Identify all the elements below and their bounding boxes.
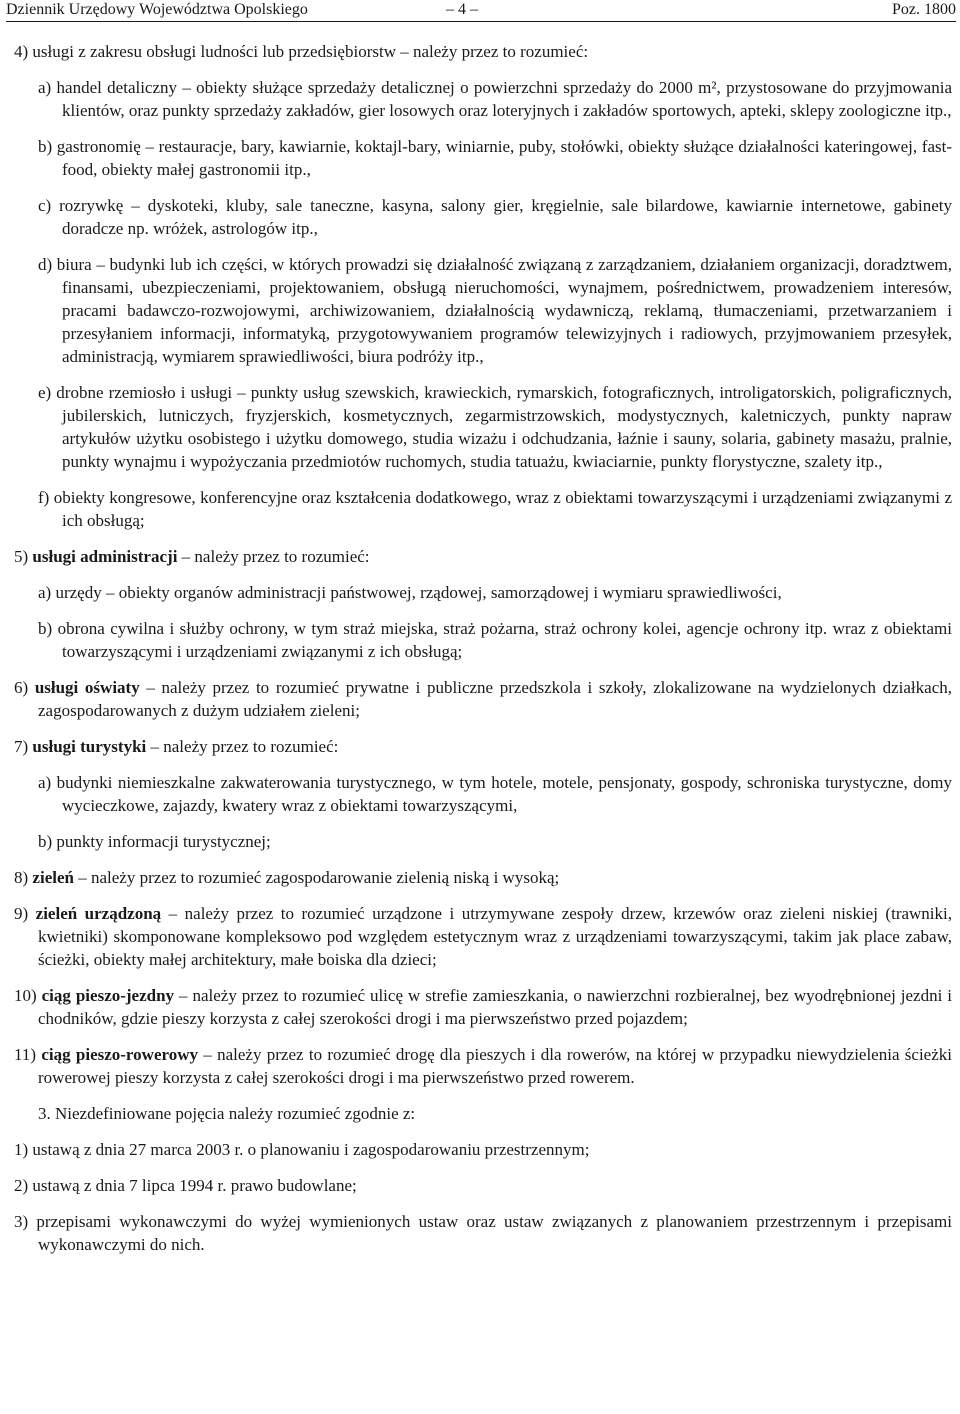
item-5a: a) urzędy – obiekty organów administracji państwowej, rządowej, samorządowej i wymiaru sprawiedliwości, <box>38 583 782 602</box>
section-3-heading: 3. Niezdefiniowane pojęcia należy rozumieć zgodnie z: <box>38 1104 416 1123</box>
journal-title: Dziennik Urzędowy Województwa Opolskiego <box>6 1 308 18</box>
item-4c: c) rozrywkę – dyskoteki, kluby, sale taneczne, kasyna, salony gier, kręgielnie, sale bilardowe, kawiarnie internetowe, gabinety doradcze np. wróżek, astrologów itp., <box>38 196 952 238</box>
item-5: 5) usługi administracji – należy przez to rozumieć: <box>14 547 370 566</box>
item-6: 6) usługi oświaty – należy przez to rozumieć prywatne i publiczne przedszkola i szkoły, zlokalizowane na wydzielonych działkach, zagospodarowanych z dużym udziałem zieleni; <box>14 678 952 720</box>
item-7b: b) punkty informacji turystycznej; <box>38 832 271 851</box>
section-3-item-1: 1) ustawą z dnia 27 marca 2003 r. o planowaniu i zagospodarowaniu przestrzennym; <box>14 1140 590 1159</box>
item-7a: a) budynki niemieszkalne zakwaterowania turystycznego, w tym hotele, motele, pensjonaty, gospody, schroniska turystyczne, domy wycieczkowe, zajazdy, kwatery wraz z obiektami towarzyszącymi, <box>38 773 952 815</box>
item-7: 7) usługi turystyki – należy przez to rozumieć: <box>14 737 339 756</box>
page-number: – 4 – <box>446 1 478 18</box>
section-3-item-2: 2) ustawą z dnia 7 lipca 1994 r. prawo budowlane; <box>14 1176 357 1195</box>
item-4f: f) obiekty kongresowe, konferencyjne oraz kształcenia dodatkowego, wraz z obiektami towarzyszącymi i urządzeniami związanymi z ich obsługą; <box>38 488 952 530</box>
item-9: 9) zieleń urządzoną – należy przez to rozumieć urządzone i utrzymywane zespoły drzew, krzewów oraz zieleni niskiej (trawniki, kwietniki) skomponowane kompleksowo pod względem estetycznym wraz z urządzeniami towarzyszącymi, takim jak place zabaw, ścieżki, obiekty małej architektury, małe boiska dla dzieci; <box>14 904 952 969</box>
item-4b: b) gastronomię – restauracje, bary, kawiarnie, koktajl-bary, winiarnie, puby, stołówki, obiekty służące działalności kateringowej, fast-food, obiekty małej gastronomii itp., <box>38 137 952 179</box>
section-3-item-3: 3) przepisami wykonawczymi do wyżej wymienionych ustaw oraz ustaw związanych z planowaniem przestrzennym i przepisami wykonawczymi do nich. <box>14 1212 952 1254</box>
item-11: 11) ciąg pieszo-rowerowy – należy przez to rozumieć drogę dla pieszych i dla rowerów, na której w przypadku niewydzielenia ścieżki rowerowej pieszy korzysta z całej szerokości drogi i ma pierwszeństwo przed rowerem. <box>14 1045 952 1087</box>
header-rule <box>6 21 956 22</box>
item-4d: d) biura – budynki lub ich części, w których prowadzi się działalność związaną z zarządzaniem, działaniem organizacji, doradztwem, finansami, ubezpieczeniami, projektowaniem, obsługą nieruchomości, wynajmem, pośrednictwem, prowadzeniem interesów, pracami badawczo-rozwojowymi, archiwizowaniem, działalnością wydawniczą, reklamą, tłumaczeniami, przetwarzaniem i przesyłaniem informacji, informatyką, przygotowywaniem programów telewizyjnych i radiowych, przyjmowaniem przesyłek, administracją, wymiarem sprawiedliwości, biura podróży itp., <box>38 255 952 366</box>
item-4e: e) drobne rzemiosło i usługi – punkty usług szewskich, krawieckich, rymarskich, fotograficznych, introligatorskich, poligraficznych, jubilerskich, lutniczych, fryzjerskich, kosmetycznych, zegarmistrzowskich, modystycznych, kaletniczych, punkty napraw artykułów użytku osobistego i użytku domowego, studia wizażu i odchudzania, łaźnie i sauny, solaria, gabinety masażu, pralnie, punkty wynajmu i wypożyczania przedmiotów ruchomych, studia tatuażu, kwiaciarnie, punkty florystyczne, szalety itp., <box>38 383 952 471</box>
item-10: 10) ciąg pieszo-jezdny – należy przez to rozumieć ulicę w strefie zamieszkania, o nawierzchni rozbieralnej, bez wyodrębnionej jezdni i chodników, gdzie pieszy korzysta z całej szerokości drogi i ma pierwszeństwo przed pojazdem; <box>14 986 952 1028</box>
item-4: 4) usługi z zakresu obsługi ludności lub przedsiębiorstw – należy przez to rozumieć: <box>14 42 589 61</box>
item-5b: b) obrona cywilna i służby ochrony, w tym straż miejska, straż pożarna, straż ochrony kolei, agencje ochrony itp. wraz z obiektami towarzyszącymi i urządzeniami związanymi z ich obsługą; <box>38 619 952 661</box>
item-4a: a) handel detaliczny – obiekty służące sprzedaży detalicznej o powierzchni sprzedaży do 2000 m², przystosowane do przyjmowania klientów, oraz punkty sprzedaży zakładów, gier losowych oraz loteryjnych i zakładów sportowych, apteki, sklepy zoologiczne itp., <box>38 78 952 120</box>
document-body <box>14 40 952 1269</box>
page-header <box>6 0 956 22</box>
item-8: 8) zieleń – należy przez to rozumieć zagospodarowanie zielenią niską i wysoką; <box>14 868 560 887</box>
position-number: Poz. 1800 <box>892 1 956 18</box>
